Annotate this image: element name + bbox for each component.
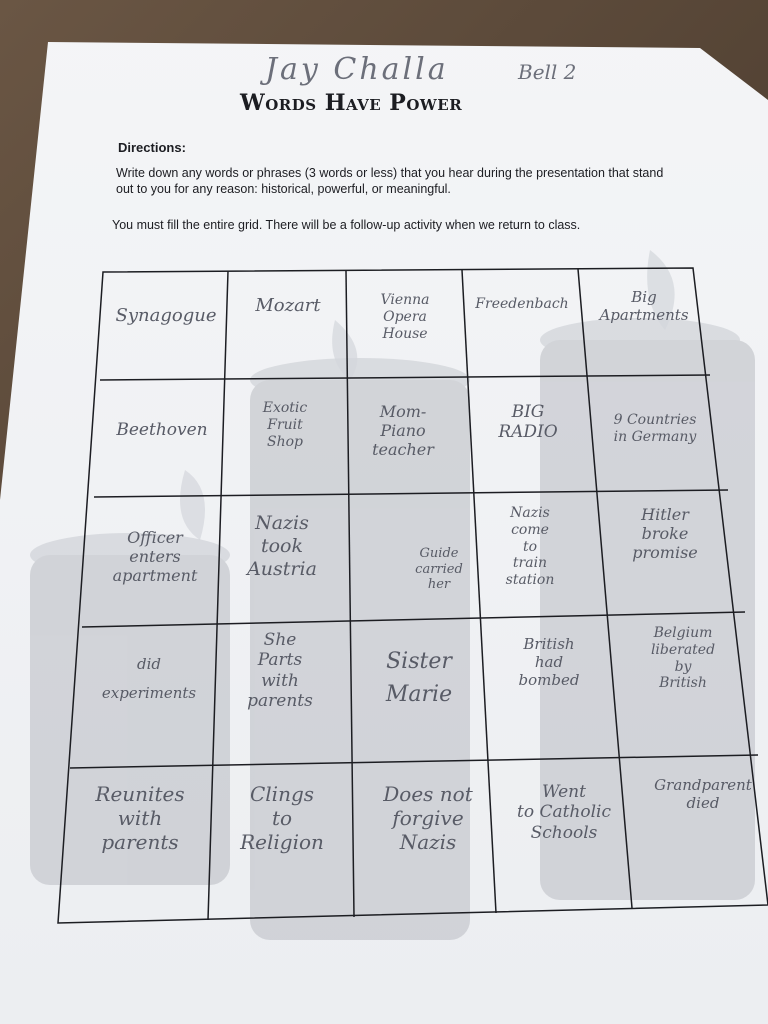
class-period: Bell 2	[518, 60, 577, 84]
grid-cell: Nazis come to train station	[505, 505, 555, 589]
grid-cell: Went to Catholic Schools	[516, 782, 612, 843]
grid-cell: did experiments	[101, 655, 197, 702]
directions-label: Directions:	[118, 140, 186, 155]
grid-cell: Nazis took Austria	[247, 512, 317, 580]
grid-cell: Does not forgive Nazis	[383, 782, 473, 854]
grid-cell: Sister Marie	[385, 649, 453, 707]
grid-cell: Beethoven	[116, 420, 208, 440]
grid-cell: Reunites with parents	[95, 782, 185, 854]
grid-cell: Mom- Piano teacher	[372, 402, 434, 460]
worksheet-title: Words Have Power	[240, 90, 463, 116]
student-name: Jay Challa	[265, 52, 449, 87]
grid-cell: Hitler broke promise	[632, 505, 698, 563]
grid-cell: Guide carried her	[415, 546, 463, 593]
grid-cell: BIG RADIO	[498, 402, 558, 443]
grid-cell: Synagogue	[115, 305, 217, 326]
grid-cell: Big Apartments	[599, 288, 689, 324]
grid-cell: Mozart	[255, 295, 321, 316]
grid-cell: Freedenbach	[475, 296, 569, 312]
grid-cell: Officer enters apartment	[112, 528, 198, 586]
grid-cell: 9 Countries in Germany	[613, 412, 697, 445]
grid-cell: Exotic Fruit Shop	[262, 400, 308, 450]
grid-cell: British had bombed	[518, 635, 580, 689]
grid-cell: Belgium liberated by British	[650, 625, 716, 692]
grid-cell: Vienna Opera House	[380, 292, 430, 342]
grid-cell: Clings to Religion	[240, 782, 324, 854]
grid-cell: She Parts with parents	[247, 630, 313, 712]
grid-cell: Grandparent died	[654, 776, 752, 812]
directions-text: Write down any words or phrases (3 words or less) that you hear during the presentation that stand out to you for any reason: historical, powerful, or meaningful.	[116, 166, 664, 196]
directions-requirement: You must fill the entire grid. There will be a follow-up activity when we return to class.	[112, 218, 581, 232]
